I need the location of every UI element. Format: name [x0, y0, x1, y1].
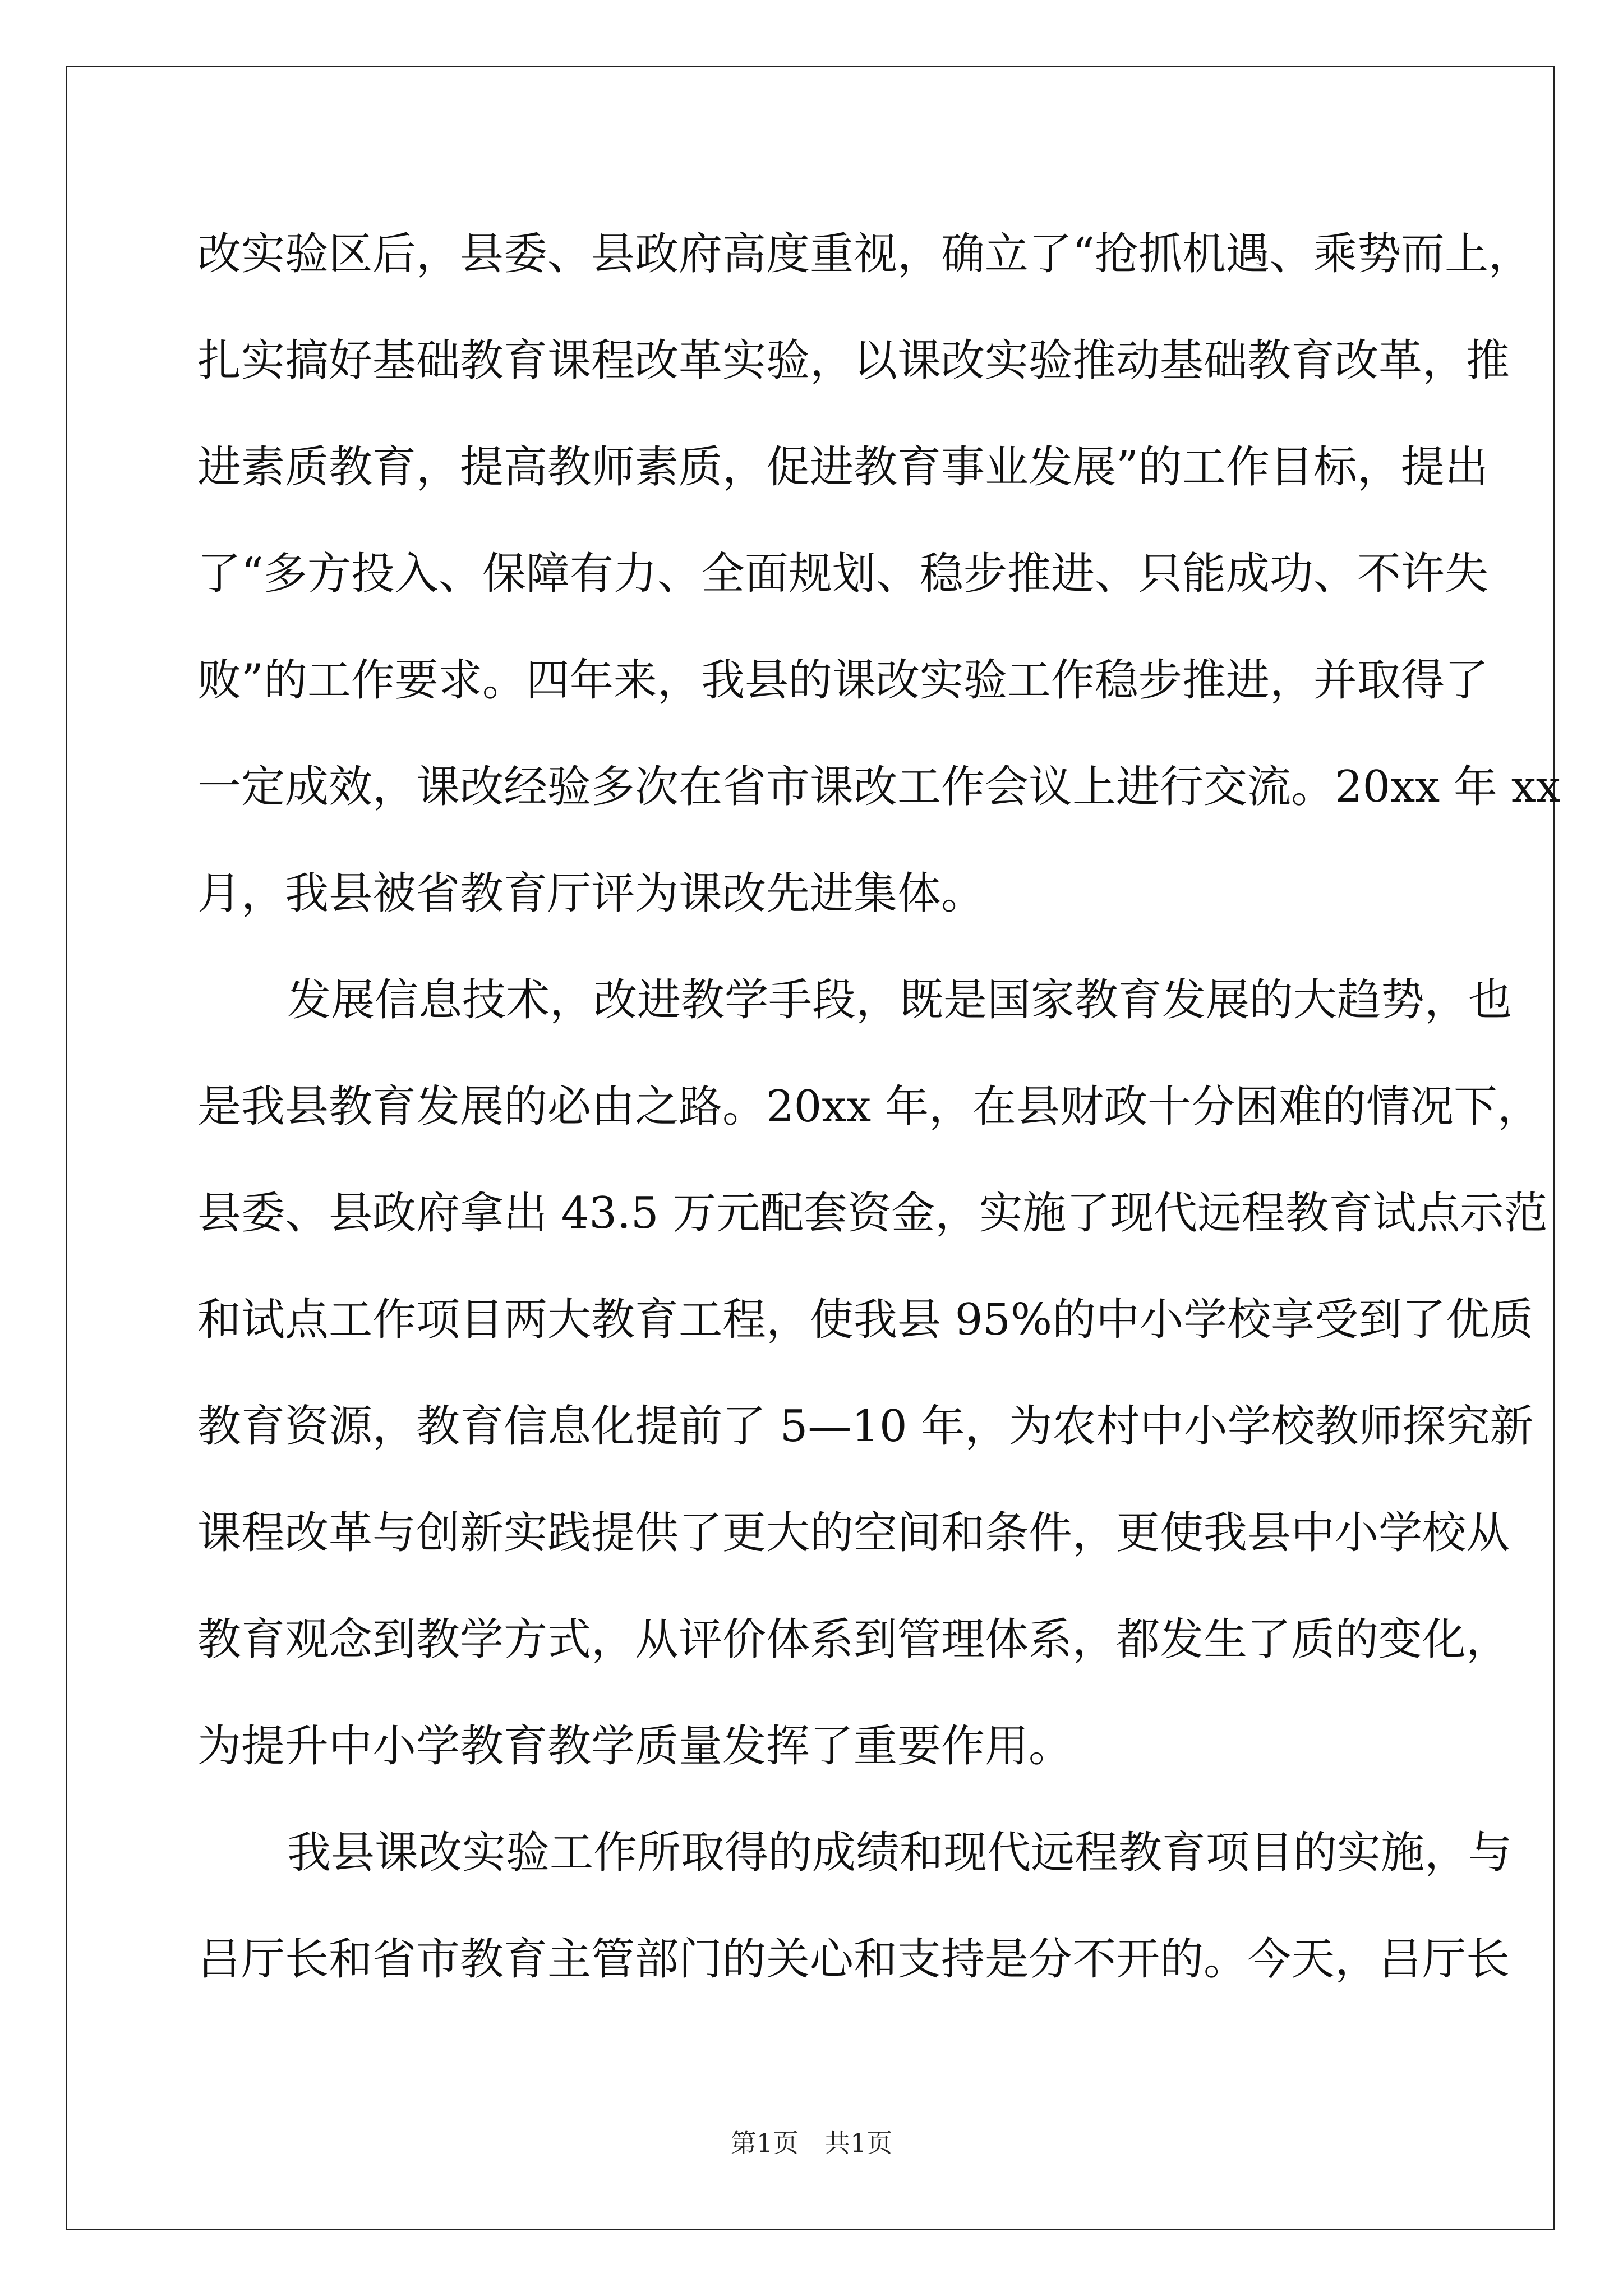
- text-line: 课程改革与创新实践提供了更大的空间和条件，更使我县中小学校从: [197, 1508, 1510, 1558]
- text-line: 一定成效，课改经验多次在省市课改工作会议上进行交流。20xx 年 xx: [197, 762, 1561, 812]
- text-line: 和试点工作项目两大教育工程，使我县 95%的中小学校享受到了优质: [197, 1295, 1534, 1345]
- text-line: 了“多方投入、保障有力、全面规划、稳步推进、只能成功、不许失: [197, 549, 1488, 599]
- text-line: 吕厅长和省市教育主管部门的关心和支持是分不开的。今天，吕厅长: [197, 1934, 1510, 1985]
- text-line: 月，我县被省教育厅评为课改先进集体。: [197, 868, 985, 919]
- text-line: 发展信息技术，改进教学手段，既是国家教育发展的大趋势，也: [287, 975, 1513, 1025]
- text-line: 进素质教育，提高教师素质，促进教育事业发展”的工作目标，提出: [197, 442, 1488, 493]
- text-line: 是我县教育发展的必由之路。20xx 年，在县财政十分困难的情况下，: [197, 1082, 1542, 1132]
- text-line: 教育观念到教学方式，从评价体系到管理体系，都发生了质的变化，: [197, 1614, 1510, 1665]
- text-line: 改实验区后，县委、县政府高度重视，确立了“抢抓机遇、乘势而上，: [197, 229, 1532, 279]
- text-line: 教育资源，教育信息化提前了 5—10 年，为农村中小学校教师探究新: [197, 1401, 1534, 1452]
- text-line: 我县课改实验工作所取得的成绩和现代远程教育项目的实施，与: [287, 1828, 1513, 1878]
- text-line: 扎实搞好基础教育课程改革实验，以课改实验推动基础教育改革，推: [197, 335, 1510, 386]
- text-line: 败”的工作要求。四年来，我县的课改实验工作稳步推进，并取得了: [197, 655, 1488, 706]
- text-line: 为提升中小学教育教学质量发挥了重要作用。: [197, 1721, 1073, 1772]
- page-footer: 第1页 共1页: [730, 2128, 893, 2158]
- text-line: 县委、县政府拿出 43.5 万元配套资金，实施了现代远程教育试点示范: [197, 1188, 1548, 1239]
